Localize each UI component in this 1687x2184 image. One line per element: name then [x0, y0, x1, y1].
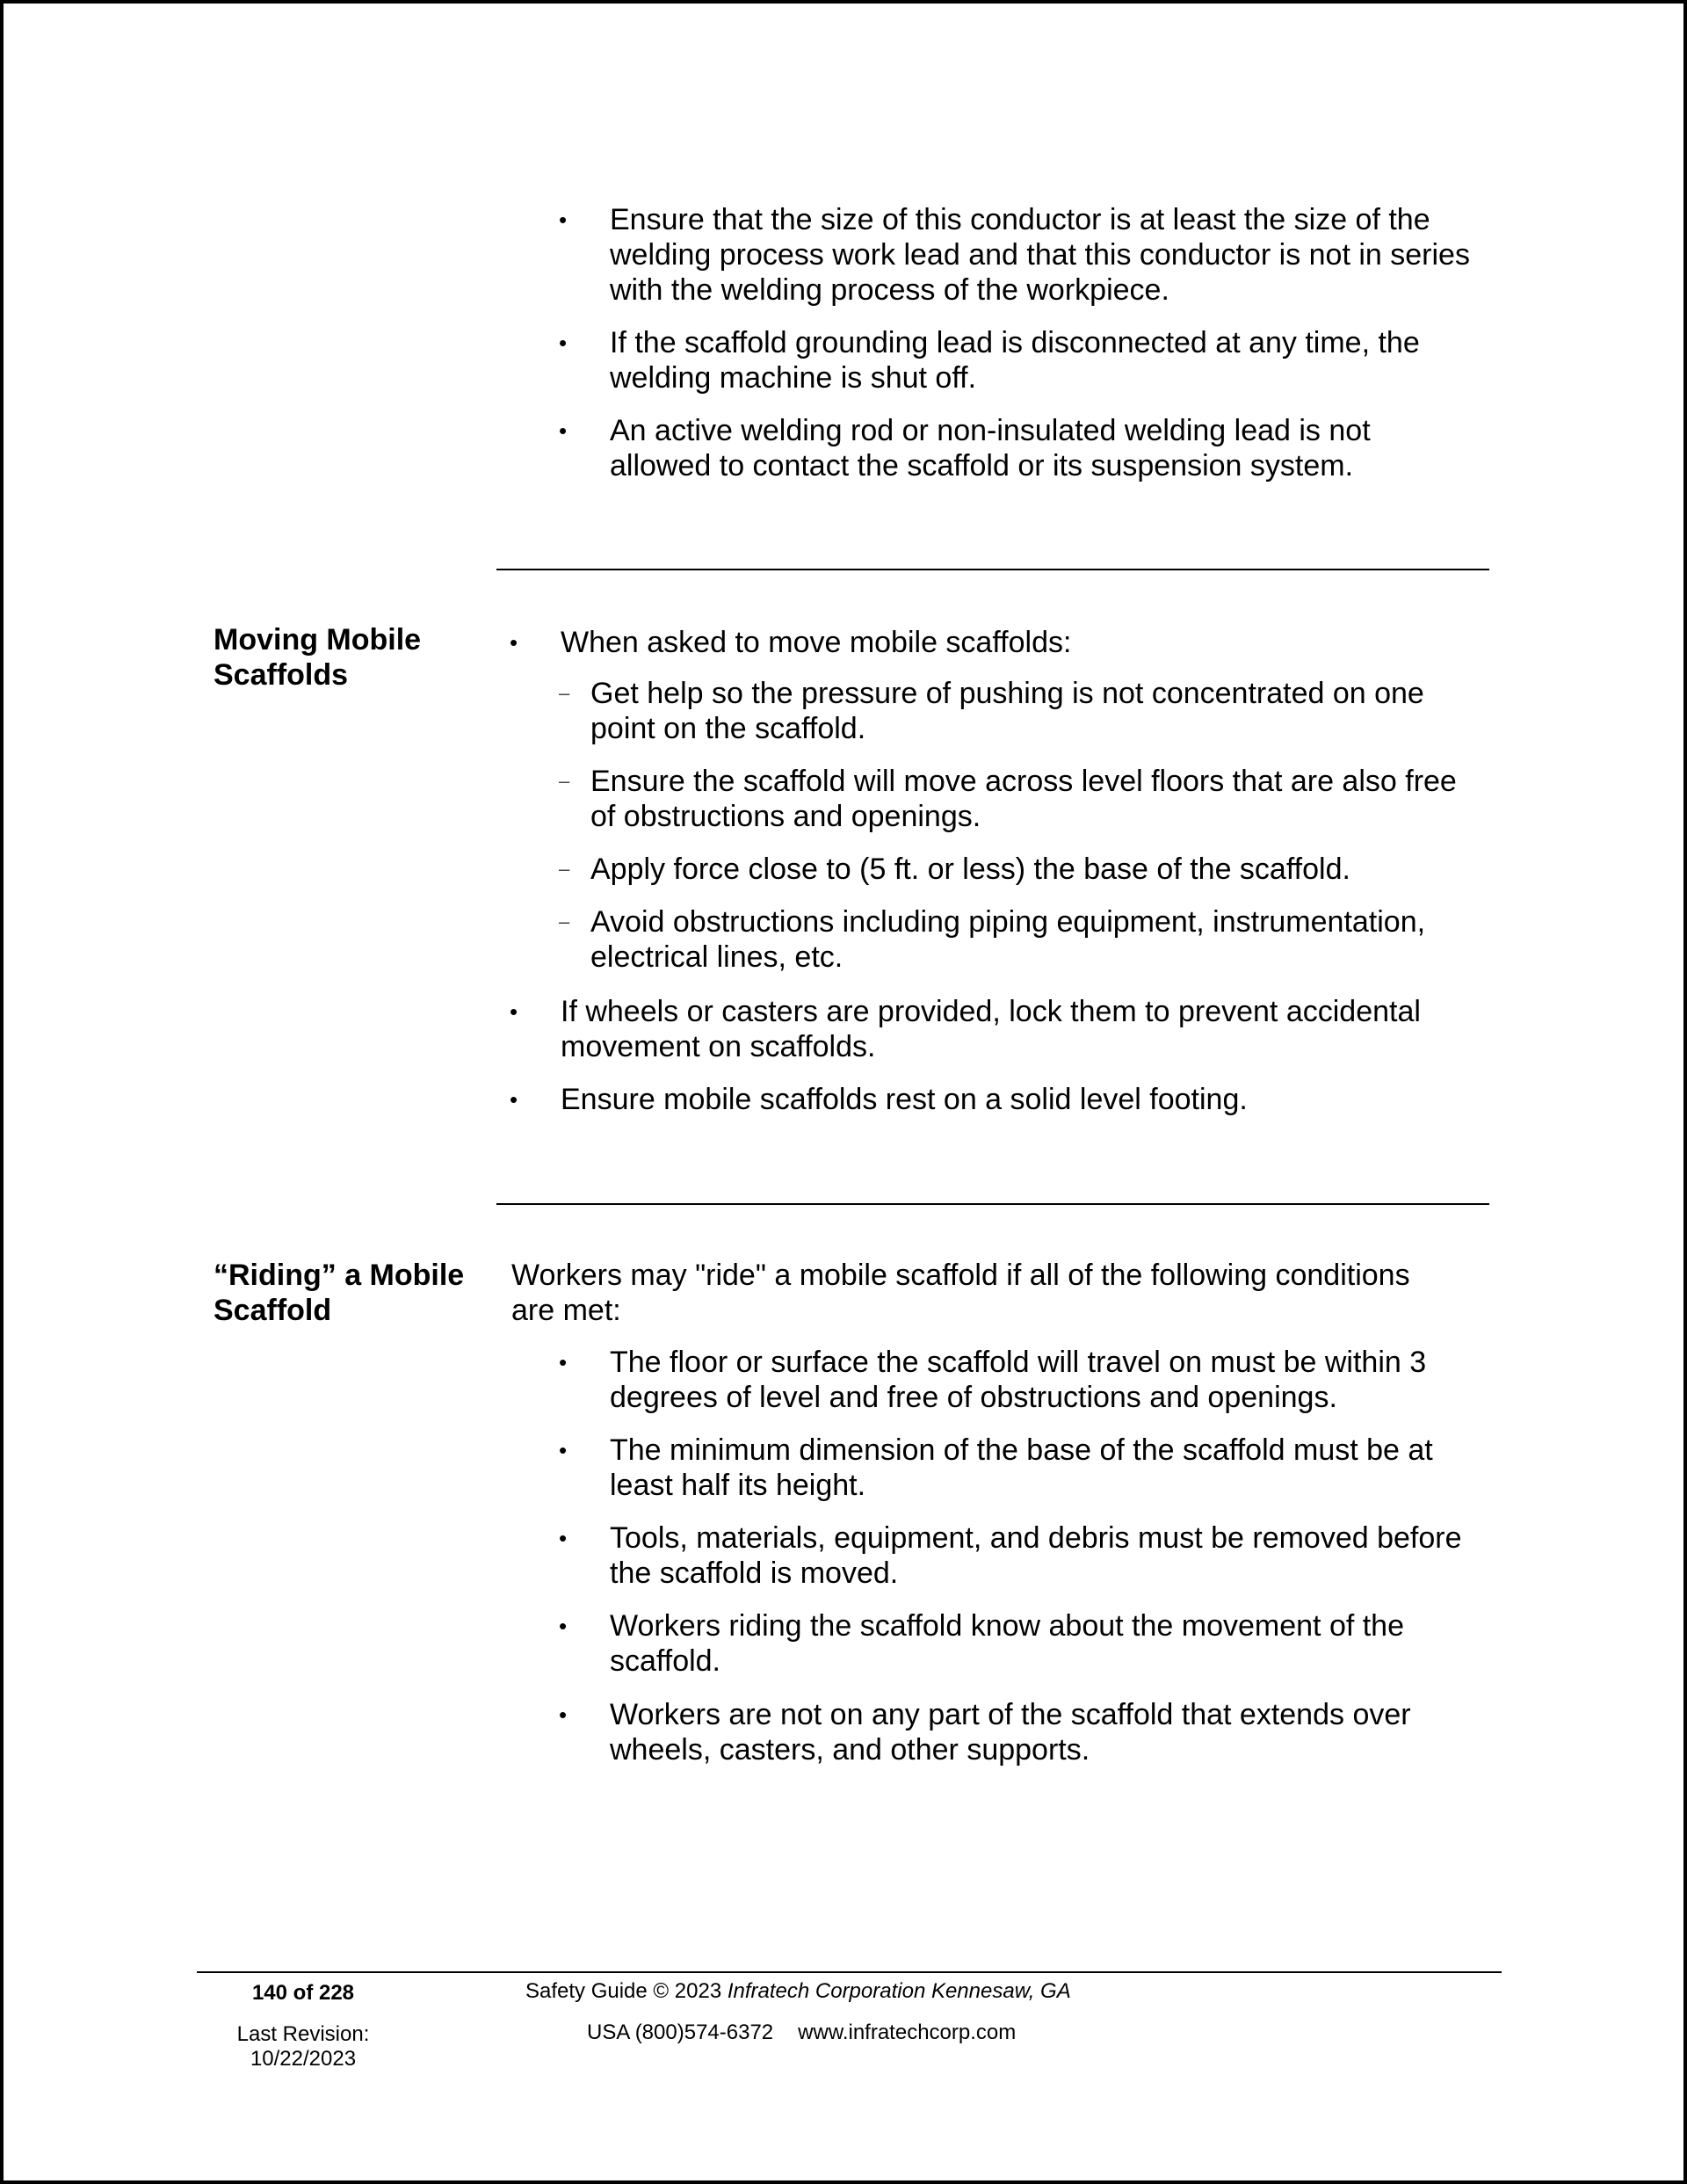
section-divider — [496, 569, 1489, 570]
bullet-marker: • — [559, 1349, 568, 1375]
page-number: 140 of 228 — [251, 1981, 355, 2005]
bullet-marker: • — [510, 998, 518, 1025]
bullet-marker: • — [559, 1525, 568, 1551]
footer-divider — [197, 1971, 1502, 1973]
section-heading-riding: “Riding” a Mobile Scaffold — [214, 1259, 465, 1327]
list-item: Ensure mobile scaffolds rest on a solid level footing. — [561, 1083, 1248, 1116]
company-name: Infratech Corporation Kennesaw, GA — [727, 1979, 1071, 2003]
bullet-marker: • — [559, 330, 568, 356]
list-item: Workers riding the scaffold know about the movement of the scaffold. — [610, 1609, 1405, 1678]
dash-marker: – — [559, 770, 570, 792]
website-link[interactable]: www.infratechcorp.com — [798, 2021, 1017, 2044]
list-item: If the scaffold grounding lead is disconnected at any time, the welding machine is shut off. — [610, 326, 1420, 395]
sub-list-item: Get help so the pressure of pushing is not concentrated on one point on the scaffold. — [590, 677, 1424, 745]
phone-number: USA (800)574-6372 — [587, 2021, 774, 2044]
section-divider — [496, 1203, 1489, 1205]
sub-list-item: Apply force close to (5 ft. or less) the base of the scaffold. — [590, 853, 1350, 886]
bullet-marker: • — [510, 629, 518, 656]
dash-marker: – — [559, 682, 570, 704]
bullet-marker: • — [510, 1086, 518, 1113]
list-item: When asked to move mobile scaffolds: — [561, 626, 1072, 659]
sub-list-item: Avoid obstructions including piping equipment, instrumentation, electrical lines, etc. — [590, 905, 1426, 974]
section-intro: Workers may "ride" a mobile scaffold if all of the following conditions are met: — [511, 1259, 1410, 1327]
revision-date: 10/22/2023 — [250, 2047, 357, 2071]
list-item: The minimum dimension of the base of the scaffold must be at least half its height. — [610, 1433, 1433, 1502]
list-item: If wheels or casters are provided, lock them to prevent accidental movement on scaffolds. — [561, 995, 1421, 1063]
dash-marker: – — [559, 858, 570, 880]
bullet-marker: • — [559, 1701, 568, 1728]
sub-list-item: Ensure the scaffold will move across level floors that are also free of obstructions and openings. — [590, 765, 1457, 833]
revision-label: Last Revision: — [236, 2022, 370, 2046]
bullet-marker: • — [559, 417, 568, 444]
list-item: The floor or surface the scaffold will travel on must be within 3 degrees of level and free of obstructions and openings. — [610, 1346, 1427, 1414]
bullet-marker: • — [559, 1613, 568, 1639]
bullet-marker: • — [559, 1437, 568, 1463]
footer-copyright — [525, 1979, 1071, 2004]
section-heading-moving: Moving Mobile Scaffolds — [214, 623, 422, 692]
bullet-marker: • — [559, 207, 568, 233]
dash-marker: – — [559, 911, 570, 932]
list-item: Ensure that the size of this conductor is at least the size of the welding process work lead and that this conductor is not in series with the welding process of the workpiece. — [610, 203, 1470, 307]
footer-contact — [587, 2021, 1016, 2045]
list-item: Workers are not on any part of the scaffold that extends over wheels, casters, and other supports. — [610, 1698, 1411, 1767]
guide-text: Safety Guide © 2023 — [525, 1979, 728, 2003]
list-item: An active welding rod or non-insulated welding lead is not allowed to contact the scaffold or its suspension system. — [610, 414, 1371, 483]
list-item: Tools, materials, equipment, and debris must be removed before the scaffold is moved. — [610, 1521, 1462, 1590]
